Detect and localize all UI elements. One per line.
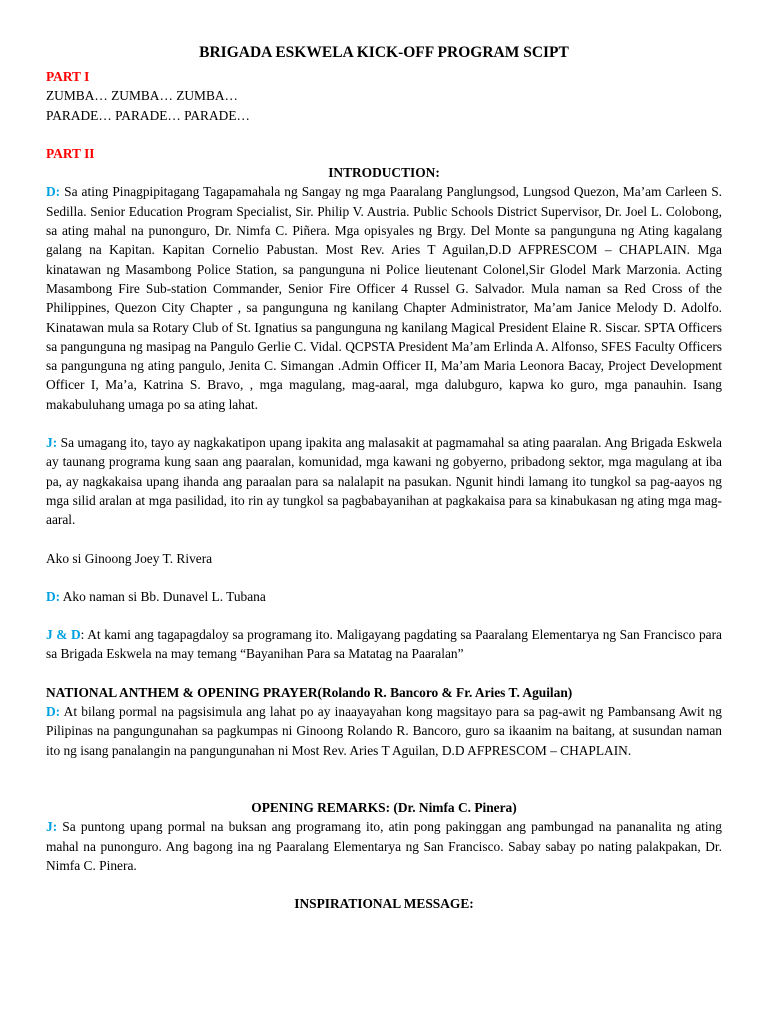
spacer	[46, 125, 722, 144]
anthem-heading: NATIONAL ANTHEM & OPENING PRAYER(Rolando R. Bancoro & Fr. Aries T. Aguilan)	[46, 684, 573, 700]
host-j-line: Ako si Ginoong Joey T. Rivera	[46, 550, 213, 566]
speaker-label-d: D:	[46, 704, 61, 720]
anthem-paragraph	[46, 702, 722, 760]
parade-line: PARADE… PARADE… PARADE…	[46, 107, 250, 123]
zumba-line: ZUMBA… ZUMBA… ZUMBA…	[46, 88, 238, 104]
host-d-text: Ako naman si Bb. Dunavel L. Tubana	[60, 588, 266, 604]
spacer	[46, 606, 722, 625]
opening-paragraph	[46, 817, 722, 875]
opening-text: Sa puntong upang pormal na buksan ang programang ito, atin pong pakinggan ang pambungad na pananalita ng ating mahal na punonguro. Ang bagong ina ng Paaralang Elementarya ng San Francisco. Sabay sabay po nating palakpakan, Dr. Nimfa C. Pinera.	[46, 819, 722, 873]
opening-remarks-heading: OPENING REMARKS: (Dr. Nimfa C. Pinera)	[251, 799, 517, 815]
spacer	[46, 414, 722, 433]
speaker-label-j: J:	[46, 819, 58, 835]
intro-j-text: Sa umagang ito, tayo ay nagkakatipon upang ipakita ang malasakit at pagmamahal sa ating paaralan. Ang Brigada Eskwela ay taunang programa kung saan ang paaralan, komunidad, mga kawani ng gobyerno, pribadong sektor, mga magulang at iba pa, ay nagkakaisa upang ihanda ang paraalan para sa nalalapit na pasukan. Ngunit hindi lamang ito tungkol sa pag-aayos ng mga silid aralan at mga pasilidad, ito rin ay tungkol sa pagbabayanihan at pagkakaisa para sa kinabukasan ng ating mga mag-aaral.	[46, 435, 722, 528]
spacer	[46, 875, 722, 894]
speaker-label-jd: J & D	[46, 627, 81, 643]
part-2-label: PART II	[46, 145, 95, 161]
joint-paragraph	[46, 625, 722, 664]
spacer	[46, 530, 722, 549]
speaker-label-j: J:	[46, 435, 58, 451]
intro-d-text: Sa ating Pinagpipitagang Tagapamahala ng Sangay ng mga Paaralang Panglungsod, Lungsod Quezon, Ma’am Carleen S. Sedilla. Senior Education Program Specialist, Sir. Philip V. Austria. Public Schools District Supervisor, Dr. Joel L. Colobong, sa ating mahal na punonguro, Dr. Nimfa C. Piñera. Mga opisyales ng Brgy. Del Monte sa pangunguna ng Ating kagalang galang na Kapitan. Kapitan Cornelio Pabustan. Most Rev. Aries T Aguilan,D.D AFPRESCOM – CHAPLAIN. Mga kinatawan ng Masambong Police Station, sa pangunguna ni Police lieutenant Colonel,Sir Glodel Mark Marzonia. Acting Masambong Fire Sub-station Commander, Senior Fire Officer 4 Russel G. Salvador. Mula naman sa Red Cross of the Philippines, Quezon City Chapter , sa pangunguna ng kanilang Chapter Administrator, Ma’am Janice Melody D. Adolfo. Kinatawan mula sa Rotary Club of St. Ignatius sa pangunguna ng kanilang Magical President Elaine R. Siscar. SPTA Officers sa pangunguna ng masipag na Pangulo Gerlie C. Vidal. QCPSTA President Ma’am Erlinda A. Alfonso, SFES Faculty Officers sa pangunguna ng ating pangulo, Jenita C. Simangan .Admin Officer II, Ma’am Maria Leonora Bacay, Project Development Officer I, Ma’a, Katrina S. Bravo, , mga magulang, mag-aaral, mga dalubguro, kapwa ko guro, mga panauhin. Isang makabuluhang umaga po sa ating lahat.	[46, 184, 722, 412]
part-1-label: PART I	[46, 69, 90, 84]
spacer	[46, 568, 722, 587]
inspirational-message-heading: INSPIRATIONAL MESSAGE:	[294, 896, 474, 912]
speaker-label-d: D:	[46, 184, 61, 200]
joint-text: : At kami ang tagapagdaloy sa programang ito. Maligayang pagdating sa Paaralang Elementarya ng San Francisco para sa Brigada Eskwela na may temang “Bayanihan Para sa Matatag na Paaralan”	[46, 627, 722, 662]
intro-j-paragraph	[46, 433, 722, 529]
speaker-label-d: D:	[46, 588, 61, 604]
spacer	[46, 664, 722, 683]
spacer	[46, 760, 722, 779]
introduction-heading: INTRODUCTION:	[328, 165, 440, 181]
spacer	[46, 779, 722, 798]
anthem-text: At bilang pormal na pagsisimula ang lahat po ay inaayayahan kong magsitayo para sa pag-awit ng Pambansang Awit ng Pilipinas na pangungunahan sa pagkumpas ni Ginoong Rolando R. Bancoro, guro sa ikaanim na baitang, at susundan naman ito ng isang panalangin na pangungunahan ni Most Rev. Aries T Aguilan, D.D AFPRESCOM – CHAPLAIN.	[46, 704, 722, 758]
host-d-paragraph	[46, 587, 722, 606]
intro-d-paragraph	[46, 182, 722, 414]
document-title: BRIGADA ESKWELA KICK-OFF PROGRAM SCIPT	[199, 44, 569, 61]
